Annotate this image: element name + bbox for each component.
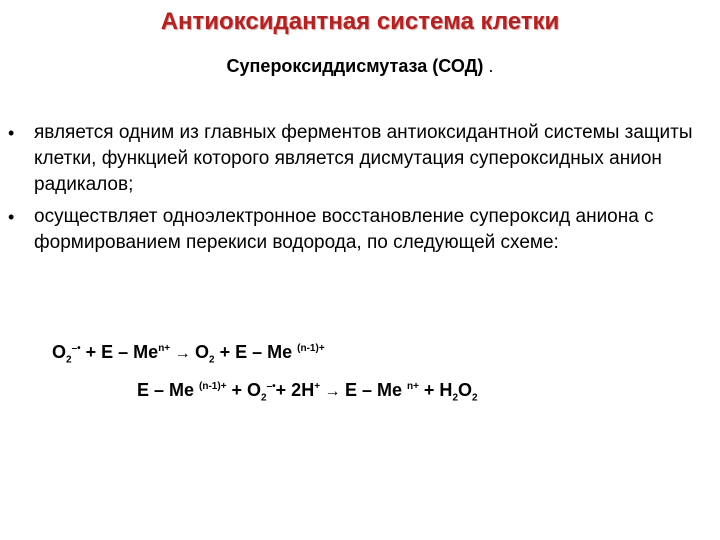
eq1-part: O [52, 342, 67, 362]
eq1-sub: 2 [209, 354, 215, 366]
list-item [8, 120, 712, 198]
eq1-sub: 2 [66, 354, 72, 366]
equation-1 [52, 342, 325, 366]
eq2-sub: 2 [472, 392, 478, 404]
eq1-part: + E – Me [80, 342, 159, 362]
arrow-icon: → [320, 383, 345, 400]
eq2-part: + H [418, 380, 453, 400]
eq1-sup: n+ [158, 343, 171, 354]
subtitle-text: Супероксиддисмутаза (СОД) [226, 56, 484, 76]
eq2-part: O [458, 380, 473, 400]
eq2-part: E – Me [137, 380, 200, 400]
eq2-part: E – Me [344, 380, 407, 400]
bullet-icon: • [8, 123, 15, 143]
eq1-sup: –• [71, 343, 81, 354]
eq2-sup: (n-1)+ [199, 381, 227, 392]
equation-2 [137, 380, 478, 404]
eq1-part: + E – Me [214, 342, 298, 362]
eq2-sup: –• [266, 381, 276, 392]
eq2-sup: n+ [406, 381, 419, 392]
slide-title: Антиоксидантная система клетки [160, 8, 560, 35]
arrow-icon: → [170, 345, 196, 362]
eq2-part: + 2H [275, 380, 315, 400]
eq2-sub: 2 [452, 392, 458, 404]
subtitle-dot: . [488, 56, 494, 76]
bullet-list [8, 120, 712, 262]
slide-subtitle [0, 56, 720, 77]
bullet-text: является одним из главных ферментов антиоксидантной системы защиты клетки, функцией которого является дисмутация супероксидных анион радикалов; [34, 122, 693, 195]
bullet-icon: • [8, 207, 15, 227]
eq1-sup: (n-1)+ [297, 343, 325, 354]
list-item [8, 204, 712, 256]
eq1-part: O [195, 342, 210, 362]
eq2-sup: + [314, 381, 321, 392]
eq2-part: + O [226, 380, 262, 400]
bullet-text: осуществляет одноэлектронное восстановление супероксид аниона с формированием перекиси водорода, по следующей схеме: [34, 206, 654, 253]
eq2-sub: 2 [261, 392, 267, 404]
